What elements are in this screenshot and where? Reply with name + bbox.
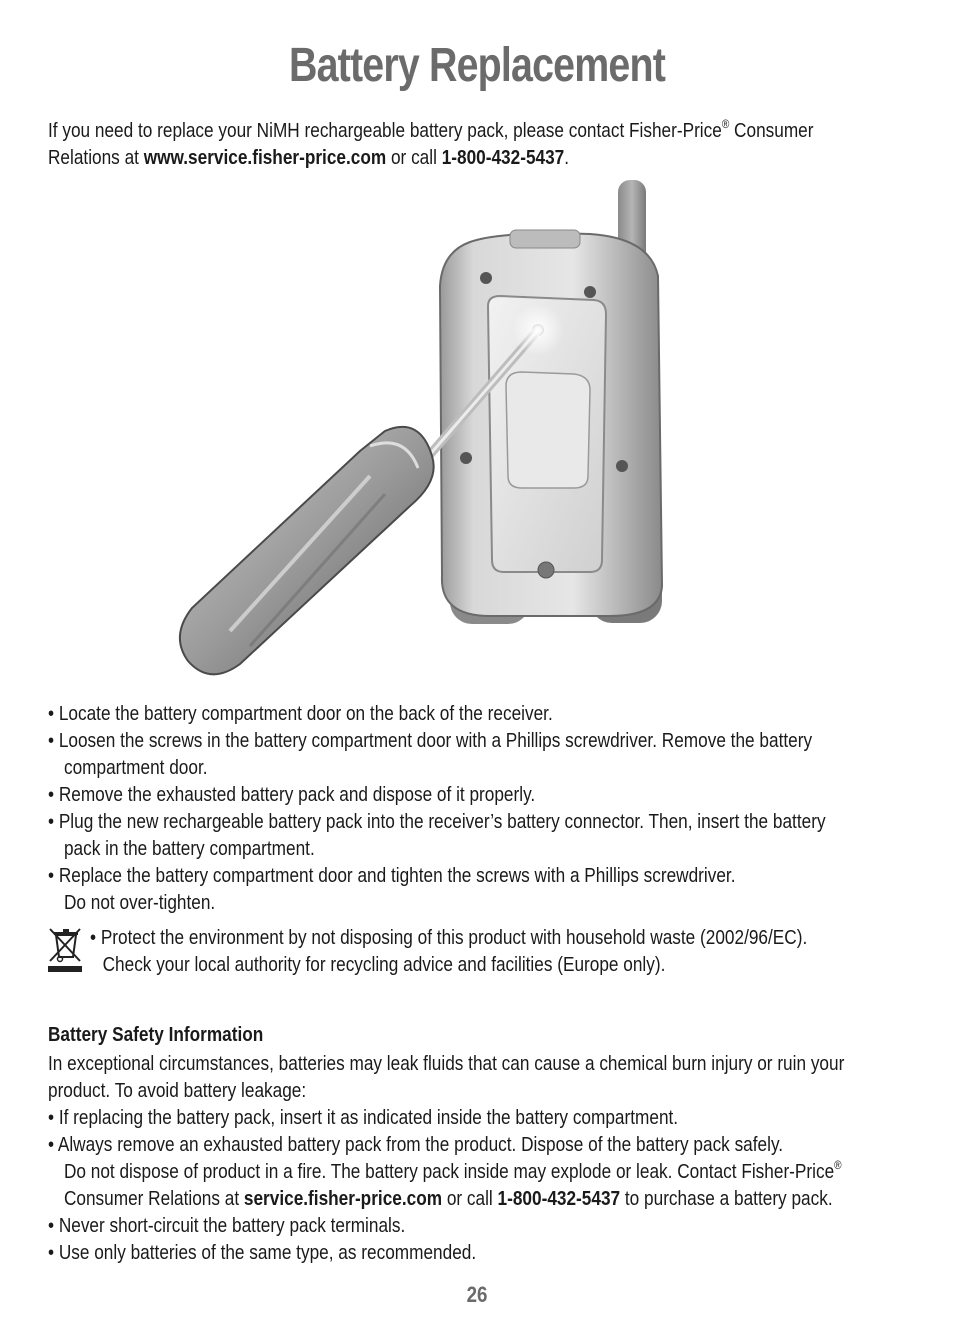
safety-section: [48, 1050, 845, 1266]
page-title: Battery Replacement: [289, 39, 665, 92]
intro-paragraph: [48, 117, 821, 171]
safety-text: or call: [442, 1187, 498, 1210]
crossed-out-wheelie-bin-icon: [46, 925, 86, 973]
service-url: service.fisher-price.com: [243, 1187, 443, 1210]
list-item: • Never short-circuit the battery pack terminals.: [48, 1214, 406, 1237]
list-item-continuation: Do not over-tighten.: [63, 891, 216, 914]
intro-text: Consumer: [729, 119, 814, 142]
steps-list: [48, 700, 826, 916]
service-url: www.service.fisher-price.com: [143, 146, 387, 169]
list-item: • If replacing the battery pack, insert it as indicated inside the battery compartment.: [48, 1106, 679, 1129]
list-item-continuation: pack in the battery compartment.: [63, 837, 315, 860]
list-item-continuation: [48, 1185, 833, 1212]
phone-number: 1-800-432-5437: [497, 1187, 621, 1210]
intro-text: or call: [386, 146, 442, 169]
environment-notice-line: • Protect the environment by not disposing of this product with household waste (2002/96/EC).: [90, 926, 808, 949]
list-item: • Always remove an exhausted battery pack from the product. Dispose of the battery pack safely.: [48, 1133, 784, 1156]
page-number: 26: [466, 1282, 488, 1307]
list-item: • Use only batteries of the same type, as recommended.: [48, 1241, 477, 1264]
environment-notice-line: Check your local authority for recycling advice and facilities (Europe only).: [102, 953, 666, 976]
screwdriver: [180, 427, 434, 674]
list-item: • Plug the new rechargeable battery pack into the receiver’s battery connector. Then, insert the battery: [48, 810, 826, 833]
safety-text: Do not dispose of product in a fire. The battery pack inside may explode or leak. Contact Fisher-Price: [63, 1160, 835, 1183]
list-item: • Locate the battery compartment door on the back of the receiver.: [48, 702, 553, 725]
safety-text: to purchase a battery pack.: [620, 1187, 833, 1210]
safety-paragraph: In exceptional circumstances, batteries may leak fluids that can cause a chemical burn injury or ruin your: [48, 1052, 845, 1075]
intro-text: If you need to replace your NiMH rechargeable battery pack, please contact Fisher-Price: [48, 119, 722, 142]
registered-mark: ®: [721, 117, 730, 131]
list-item: • Replace the battery compartment door and tighten the screws with a Phillips screwdriver.: [48, 864, 736, 887]
registered-mark: ®: [834, 1158, 842, 1172]
receiver-screwdriver-illustration: [170, 176, 670, 688]
list-item-continuation: [48, 1158, 842, 1185]
safety-text: Consumer Relations at: [63, 1187, 244, 1210]
list-item: • Remove the exhausted battery pack and dispose of it properly.: [48, 783, 536, 806]
intro-text: .: [564, 146, 570, 169]
intro-text: Relations at: [48, 146, 144, 169]
list-item-continuation: compartment door.: [63, 756, 208, 779]
list-item: • Loosen the screws in the battery compartment door with a Phillips screwdriver. Remove the battery: [48, 729, 813, 752]
phone-number: 1-800-432-5437: [441, 146, 565, 169]
safety-heading: Battery Safety Information: [48, 1023, 264, 1046]
safety-paragraph: product. To avoid battery leakage:: [48, 1079, 307, 1102]
environment-notice: [90, 924, 863, 978]
